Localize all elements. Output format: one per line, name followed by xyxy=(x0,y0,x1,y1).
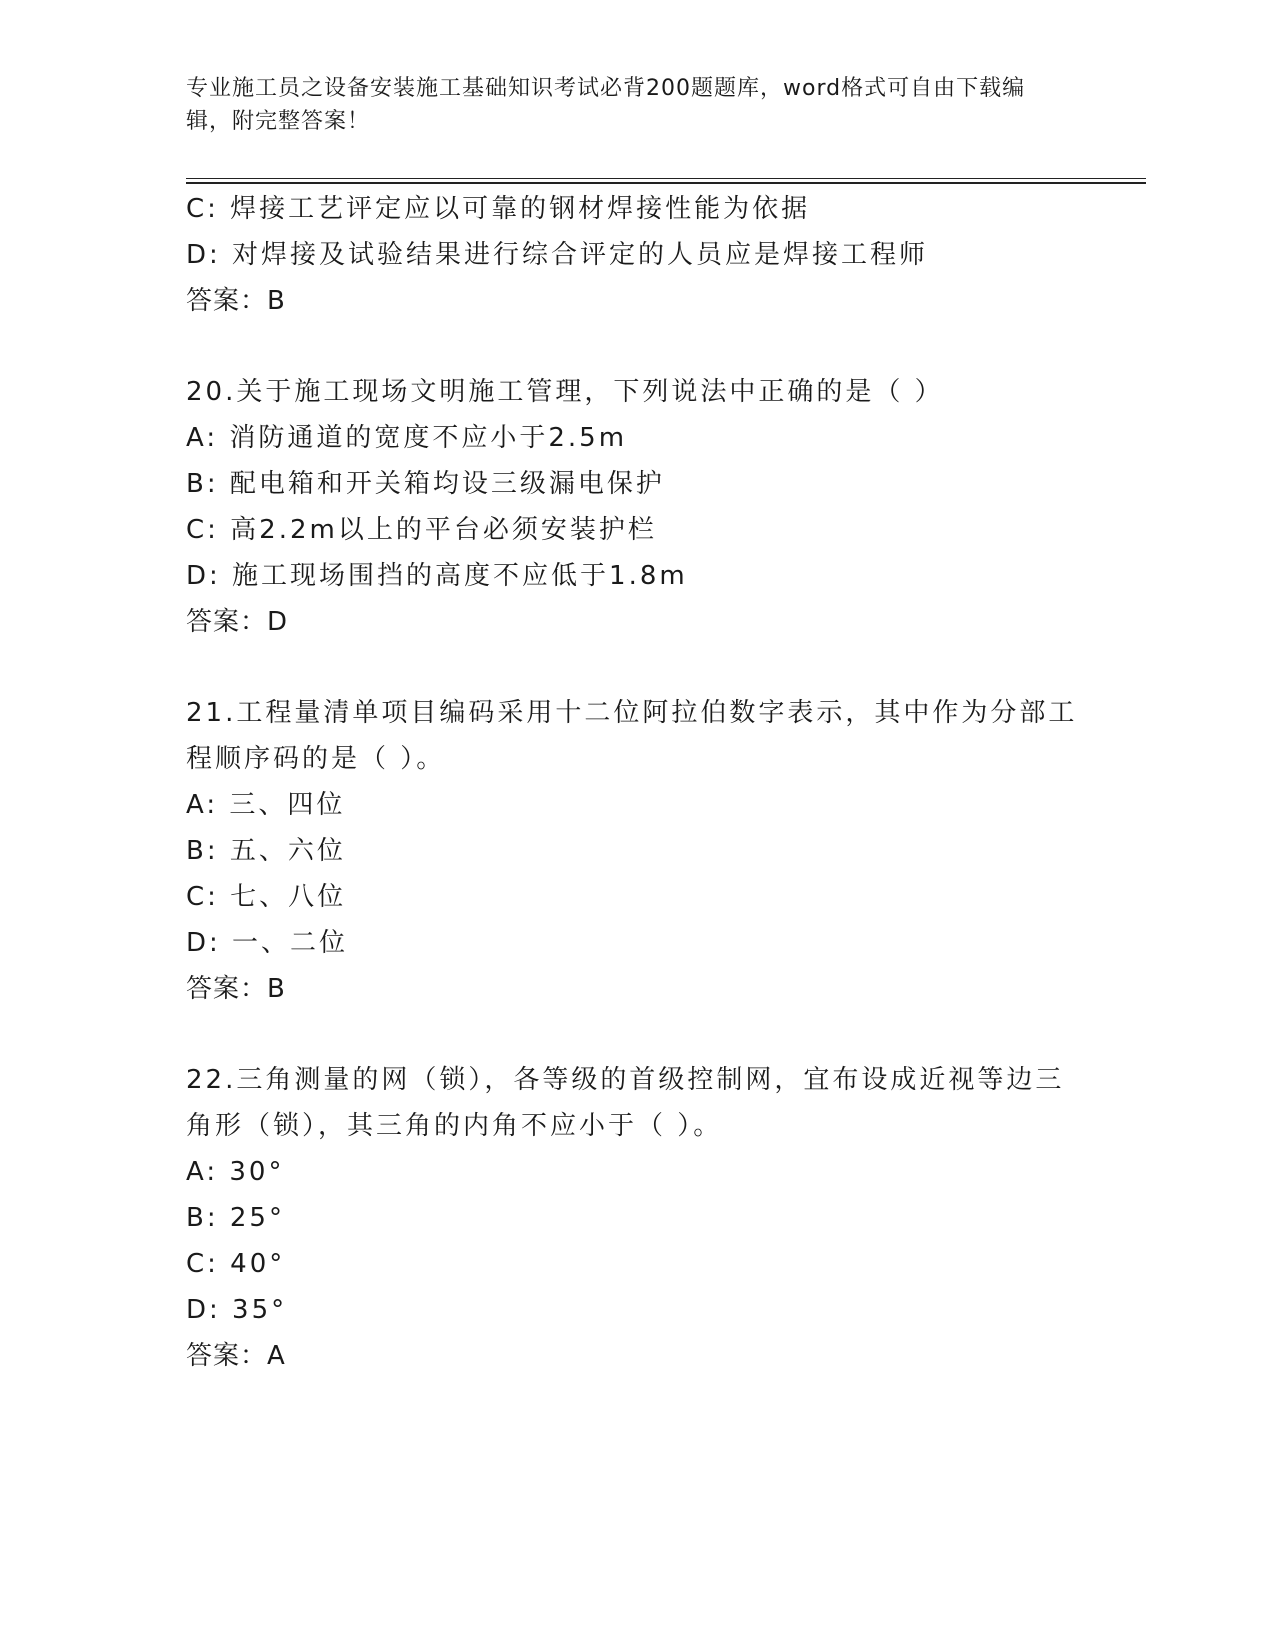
option-d: D: 对焊接及试验结果进行综合评定的人员应是焊接工程师 xyxy=(186,240,929,270)
option-b: B: 配电箱和开关箱均设三级漏电保护 xyxy=(186,469,665,499)
header-divider-thick xyxy=(186,182,1146,184)
question-21 xyxy=(186,690,1086,1012)
question-list xyxy=(186,186,1086,1379)
question-stem: 20.关于施工现场文明施工管理，下列说法中正确的是（ ） xyxy=(186,377,944,407)
question-stem: 22.三角测量的网（锁），各等级的首级控制网，宜布设成近视等边三角形（锁），其三角的内角不应小于（ ）。 xyxy=(186,1065,1065,1141)
option-a: A: 消防通道的宽度不应小于2.5m xyxy=(186,423,628,453)
header-divider-thin xyxy=(186,178,1146,179)
option-c: C: 焊接工艺评定应以可靠的钢材焊接性能为依据 xyxy=(186,194,811,224)
document-header xyxy=(186,72,1066,138)
option-d: D: 35° xyxy=(186,1295,288,1325)
option-d: D: 施工现场围挡的高度不应低于1.8m xyxy=(186,561,688,591)
option-a: A: 三、四位 xyxy=(186,790,346,820)
option-b: B: 25° xyxy=(186,1203,285,1233)
option-c: C: 七、八位 xyxy=(186,882,347,912)
option-c: C: 高2.2m以上的平台必须安装护栏 xyxy=(186,515,657,545)
option-b: B: 五、六位 xyxy=(186,836,346,866)
answer-line: 答案：B xyxy=(186,286,286,316)
question-22 xyxy=(186,1057,1086,1379)
question-stem: 21.工程量清单项目编码采用十二位阿拉伯数字表示，其中作为分部工程顺序码的是（ ）。 xyxy=(186,698,1078,774)
option-d: D: 一、二位 xyxy=(186,928,349,958)
question-20 xyxy=(186,369,1086,645)
option-a: A: 30° xyxy=(186,1157,285,1187)
answer-line: 答案：B xyxy=(186,974,286,1004)
answer-line: 答案：A xyxy=(186,1341,286,1371)
option-c: C: 40° xyxy=(186,1249,286,1279)
answer-line: 答案：D xyxy=(186,607,289,637)
document-title: 专业施工员之设备安装施工基础知识考试必背200题题库，word格式可自由下载编辑，附完整答案！ xyxy=(186,76,1026,134)
